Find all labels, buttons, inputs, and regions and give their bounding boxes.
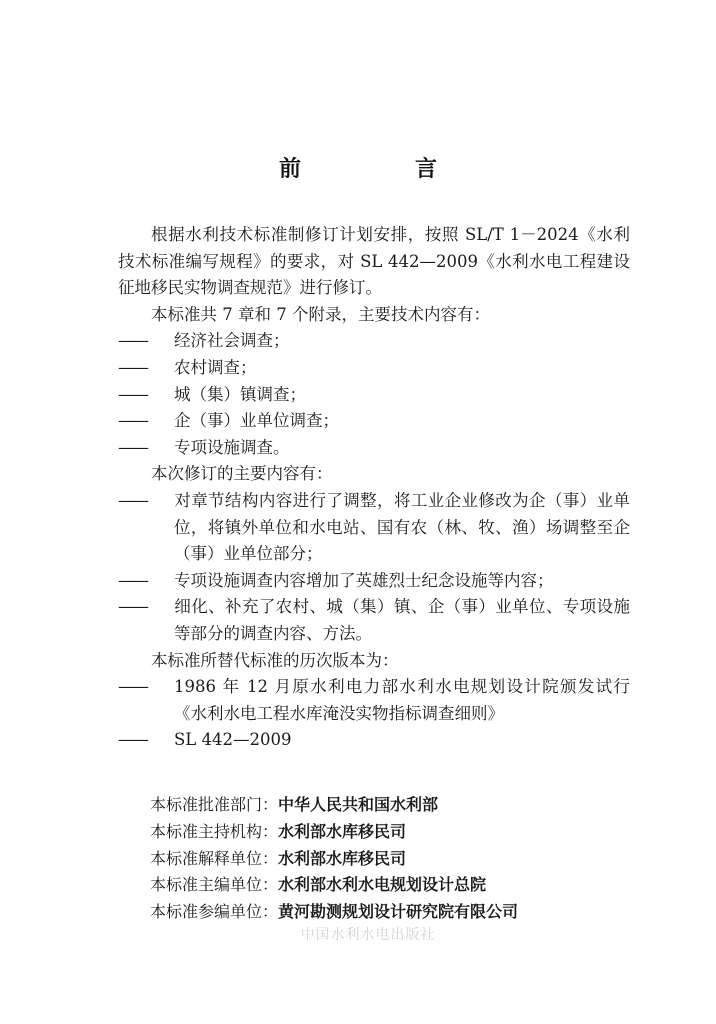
content-item: —— 专项设施调查。 xyxy=(118,435,630,462)
revision-basis-paragraph: 根据水利技术标准制修订计划安排，按照 SL/T 1－2024《水利技术标准编写规程》的要求，对 SL 442—2009《水利水电工程建设征地移民实物调查规范》进行修订。 xyxy=(118,225,630,298)
history-item: —— 1986 年 12 月原水利电力部水利水电规划设计院颁发试行《水利水电工程水库淹没实物指标调查细则》 xyxy=(118,674,630,727)
dash-marker: —— xyxy=(118,357,147,377)
page-title: 前 言 xyxy=(278,157,483,182)
content-intro-paragraph: 本标准共 7 章和 7 个附录，主要技术内容有： xyxy=(151,304,490,324)
info-label: 本标准主编单位： xyxy=(150,875,279,895)
chief-editor-value: 水利部水利水电规划设计总院 xyxy=(278,875,487,895)
info-label: 本标准参编单位： xyxy=(150,902,279,922)
standard-info-block xyxy=(150,792,630,926)
publisher-watermark: 中国水利水电出版社 xyxy=(300,927,436,943)
info-label: 本标准解释单位： xyxy=(150,848,279,868)
content-item: —— 农村调查； xyxy=(118,355,630,382)
info-label: 本标准批准部门： xyxy=(150,795,279,814)
preface-body xyxy=(118,222,630,754)
revision-intro-paragraph: 本次修订的主要内容有： xyxy=(151,464,333,484)
revision-item: —— 细化、补充了农村、城（集）镇、企（事）业单位、专项设施等部分的调查内容、方法。 xyxy=(118,594,630,647)
content-item: —— 城（集）镇调查； xyxy=(118,382,630,409)
dash-marker: —— xyxy=(118,677,147,697)
interpretation-row xyxy=(150,846,630,873)
dash-marker: —— xyxy=(118,437,147,457)
host-value: 水利部水库移民司 xyxy=(278,821,407,841)
revision-item: —— 专项设施调查内容增加了英雄烈士纪念设施等内容； xyxy=(118,568,630,595)
approval-dept-value: 中华人民共和国水利部 xyxy=(278,795,439,814)
host-row xyxy=(150,819,630,846)
participant-value: 黄河勘测规划设计研究院有限公司 xyxy=(278,902,519,922)
interpretation-value: 水利部水库移民司 xyxy=(278,848,407,868)
dash-marker: —— xyxy=(118,411,147,431)
participant-row xyxy=(150,899,630,926)
dash-marker: —— xyxy=(118,331,147,351)
content-item: —— 经济社会调查； xyxy=(118,328,630,355)
content-item: —— 企（事）业单位调查； xyxy=(118,408,630,435)
chief-editor-row xyxy=(150,872,630,899)
dash-marker: —— xyxy=(118,597,147,617)
history-item: —— SL 442—2009 xyxy=(118,727,630,754)
revision-item: —— 对章节结构内容进行了调整，将工业企业修改为企（事）业单位，将镇外单位和水电站、国有农（林、牧、渔）场调整至企（事）业单位部分； xyxy=(118,488,630,568)
dash-marker: —— xyxy=(118,730,147,750)
approval-dept-row xyxy=(150,792,630,819)
dash-marker: —— xyxy=(118,384,147,404)
info-label: 本标准主持机构： xyxy=(150,821,279,841)
dash-marker: —— xyxy=(118,570,147,590)
dash-marker: —— xyxy=(118,490,147,510)
history-intro-paragraph: 本标准所替代标准的历次版本为： xyxy=(151,650,399,670)
